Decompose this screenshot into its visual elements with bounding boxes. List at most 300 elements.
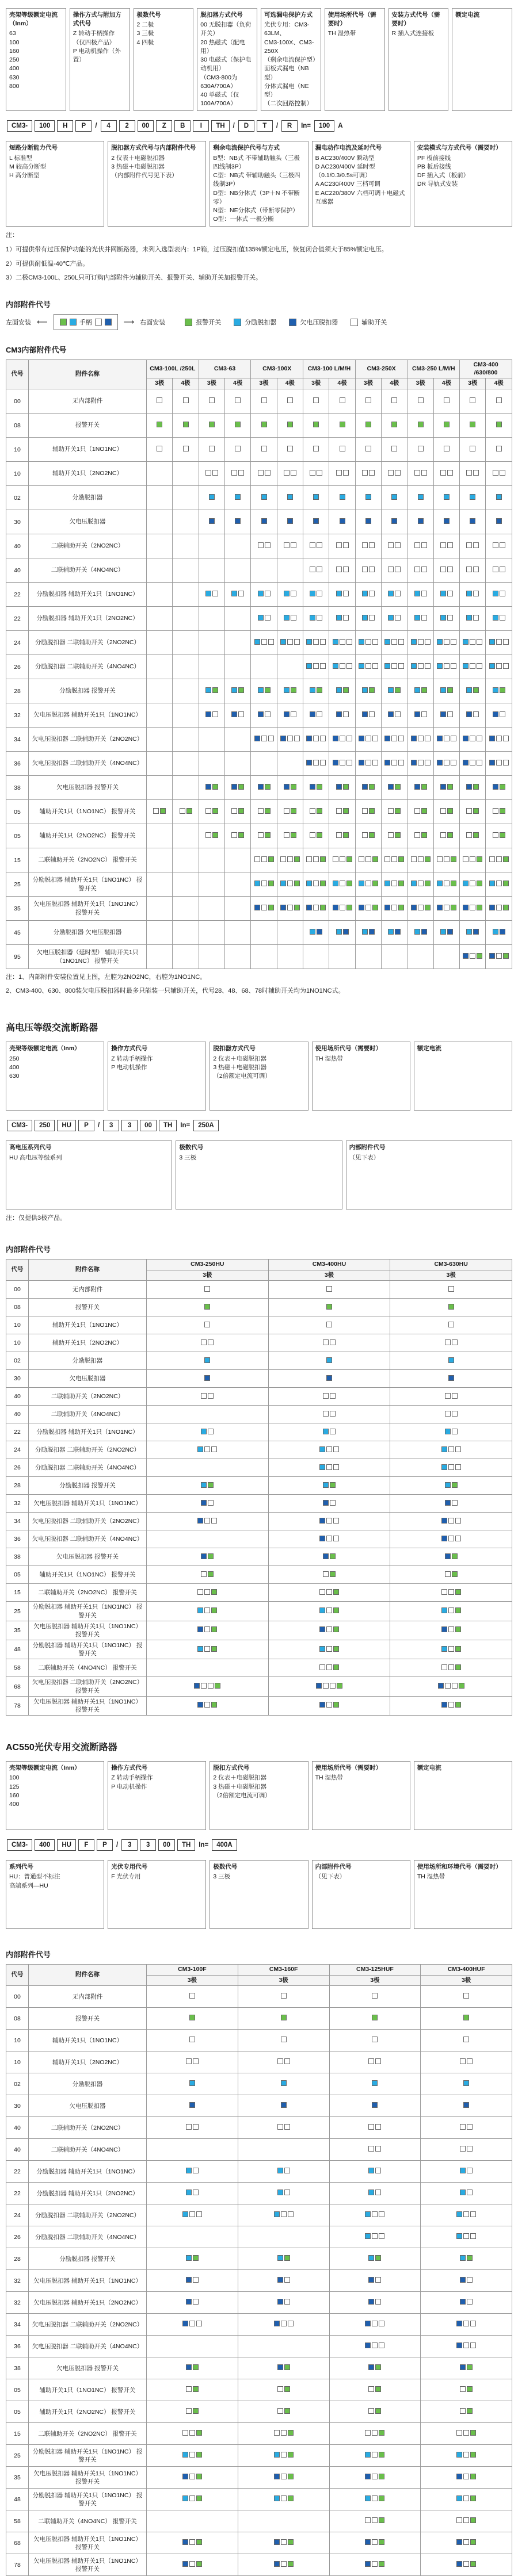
accessory-mark: [317, 687, 322, 693]
accessory-mark: [375, 2168, 381, 2173]
accessory-mark: [365, 760, 371, 765]
accessory-marks: [463, 2037, 469, 2042]
accessory-marks: [261, 446, 267, 451]
accessory-marks: [493, 784, 505, 790]
spec-box-line: Z 转动手柄操作: [111, 1774, 153, 1782]
availability-cell: [421, 1986, 512, 2008]
availability-cell: [355, 534, 381, 558]
availability-cell: [173, 897, 199, 921]
spec-box-line: 3 三极: [213, 1873, 231, 1881]
accessory-table-head: [6, 1965, 512, 1986]
accessory-name: 分励脱扣器 辅助开关1只（1NO1NC） 报警开关: [29, 2489, 147, 2510]
spec-box-line: 2 仪表＋电磁脱扣器: [213, 1774, 267, 1782]
availability-cell: [268, 1406, 390, 1423]
spec-box-line: 160: [9, 47, 20, 55]
accessory-mark: [208, 1571, 214, 1577]
availability-cell: [407, 462, 433, 486]
model-code-cell: P: [78, 1120, 94, 1131]
accessory-mark: [196, 2474, 202, 2479]
accessory-mark: [493, 542, 498, 548]
availability-cell: [147, 2314, 238, 2336]
availability-cell: [238, 2183, 329, 2204]
accessory-mark: [258, 591, 264, 596]
accessory-mark: [395, 687, 401, 693]
availability-cell: [147, 2423, 238, 2445]
availability-cell: [303, 607, 329, 631]
accessory-mark: [197, 1518, 203, 1524]
accessory-mark: [456, 2539, 462, 2545]
accessory-mark: [418, 736, 424, 741]
model-suffix-part: 250A: [193, 1120, 219, 1131]
accessory-mark: [205, 470, 211, 476]
accessory-mark: [375, 2255, 381, 2261]
availability-cell: [225, 486, 251, 510]
availability-cell: [303, 631, 329, 655]
accessory-marks: [319, 1518, 339, 1524]
accessory-mark: [343, 687, 349, 693]
accessory-mark: [448, 1589, 454, 1595]
availability-cell: [355, 414, 381, 438]
availability-cell: [433, 728, 459, 752]
model-code-cell: I: [193, 120, 209, 132]
accessory-mark: [467, 2168, 473, 2173]
spec-box-title: 额定电流: [417, 1045, 441, 1052]
accessory-marks: [306, 856, 326, 862]
accessory-marks: [319, 1664, 339, 1670]
accessory-mark: [208, 1482, 214, 1488]
availability-cell: [486, 558, 512, 583]
ordering-diagram-hv: [6, 1042, 512, 1224]
availability-cell: [390, 1513, 512, 1530]
accessory-mark: [440, 808, 446, 814]
availability-cell: [329, 2073, 421, 2095]
availability-cell: [355, 921, 381, 945]
hv-table-title: 内部附件代号: [6, 1245, 51, 1254]
model-code-row: [7, 1839, 512, 1851]
accessory-mark: [265, 542, 271, 548]
accessory-marks: [384, 736, 404, 741]
accessory-code: 10: [6, 2030, 29, 2051]
accessory-marks: [440, 687, 453, 693]
accessory-mark: [197, 1646, 203, 1652]
availability-cell: [460, 438, 486, 462]
accessory-mark: [473, 470, 479, 476]
accessory-marks: [284, 470, 296, 476]
availability-cell: [147, 1513, 269, 1530]
spec-box-line: PF 板前接线: [417, 154, 451, 162]
accessory-mark: [369, 591, 375, 596]
spec-box-title: 安装模式与方式代号（需要时）: [417, 144, 502, 152]
accessory-mark: [310, 591, 315, 596]
availability-cell: [277, 752, 303, 776]
name-column-header: 附件名称: [29, 1260, 147, 1281]
availability-cell: [433, 462, 459, 486]
accessory-marks: [277, 2277, 290, 2283]
accessory-mark: [317, 808, 322, 814]
accessory-mark: [336, 832, 342, 838]
accessory-marks: [456, 2474, 476, 2479]
shunt-release-slot-icon: [70, 319, 77, 326]
accessory-marks: [205, 591, 218, 596]
accessory-marks: [418, 422, 424, 427]
accessory-marks: [441, 1446, 461, 1452]
accessory-row: [6, 2139, 512, 2161]
accessory-name: 无内部附件: [29, 389, 147, 414]
accessory-mark: [493, 929, 498, 935]
accessory-mark: [326, 1518, 332, 1524]
availability-cell: [486, 607, 512, 631]
accessory-mark: [473, 615, 479, 621]
accessory-marks: [414, 567, 427, 572]
pv-section-title: AC550光伏专用交流断路器: [6, 1743, 117, 1753]
availability-cell: [147, 1388, 269, 1406]
availability-cell: [486, 800, 512, 824]
accessory-code: 28: [6, 1477, 29, 1495]
accessory-mark: [489, 639, 495, 645]
accessory-marks: [306, 760, 326, 765]
accessory-marks: [448, 1322, 454, 1327]
accessory-mark: [418, 663, 424, 669]
availability-cell: [147, 1281, 269, 1299]
legend-item-label: 分励脱扣器: [245, 319, 277, 327]
accessory-mark: [477, 881, 482, 886]
availability-cell: [225, 510, 251, 534]
accessory-mark: [284, 2058, 290, 2064]
availability-cell: [225, 438, 251, 462]
accessory-mark: [437, 760, 443, 765]
accessory-name: 辅助开关1只（1NO1NC） 报警开关: [29, 1566, 147, 1584]
availability-cell: [433, 752, 459, 776]
accessory-name: 分励脱扣器: [29, 486, 147, 510]
spec-box: [312, 141, 410, 227]
accessory-mark: [204, 1607, 210, 1613]
availability-cell: [268, 1477, 390, 1495]
accessory-name: 无内部附件: [29, 1986, 147, 2008]
accessory-marks: [470, 397, 475, 403]
availability-cell: [147, 945, 173, 969]
spec-box: [6, 8, 66, 111]
availability-cell: [433, 921, 459, 945]
availability-cell: [268, 1621, 390, 1640]
accessory-mark: [418, 905, 424, 910]
accessory-mark: [231, 711, 237, 717]
availability-cell: [251, 631, 277, 655]
availability-cell: [238, 2401, 329, 2423]
accessory-mark: [440, 711, 446, 717]
availability-cell: [382, 510, 407, 534]
availability-cell: [277, 534, 303, 558]
accessory-mark: [467, 2146, 473, 2152]
accessory-mark: [326, 1646, 332, 1652]
accessory-mark: [448, 1286, 454, 1292]
accessory-mark: [456, 2233, 462, 2239]
accessory-marks: [493, 591, 505, 596]
accessory-mark: [369, 567, 375, 572]
accessory-row: [6, 1423, 512, 1441]
accessory-name: 欠电压脱扣器 辅助开关1只（1NO1NC） 报警开关: [29, 2467, 147, 2489]
spec-box-title: 使用场所和环境代号（需要时）: [417, 1863, 502, 1871]
product-column-header: CM3-125HUF: [329, 1965, 421, 1976]
accessory-mark: [261, 881, 267, 886]
accessory-table-body: [6, 1281, 512, 1716]
availability-cell: [303, 776, 329, 800]
accessory-row: [6, 2117, 512, 2139]
availability-cell: [147, 1334, 269, 1352]
accessory-mark: [414, 542, 420, 548]
accessory-marks: [368, 2386, 381, 2392]
accessory-mark: [320, 760, 326, 765]
accessory-mark: [265, 808, 271, 814]
accessory-mark: [425, 856, 431, 862]
accessory-mark: [395, 711, 401, 717]
accessory-mark: [496, 856, 502, 862]
accessory-marks: [437, 663, 456, 669]
accessory-mark: [437, 663, 443, 669]
code-column-header: 代号: [6, 1965, 29, 1986]
accessory-mark: [460, 2255, 466, 2261]
availability-cell: [268, 1696, 390, 1715]
accessory-mark: [291, 470, 296, 476]
availability-cell: [433, 848, 459, 872]
accessory-marks: [391, 397, 397, 403]
accessory-marks: [333, 736, 352, 741]
availability-cell: [329, 631, 355, 655]
availability-cell: [407, 945, 433, 969]
accessory-mark: [395, 929, 401, 935]
accessory-marks: [336, 542, 349, 548]
spec-box-line: （2倍额定电流可调）: [213, 1073, 271, 1080]
availability-cell: [460, 679, 486, 703]
accessory-mark: [288, 2211, 294, 2217]
accessory-row: [6, 2489, 512, 2510]
accessory-mark: [333, 639, 338, 645]
accessory-mark: [444, 881, 450, 886]
accessory-mark: [477, 736, 482, 741]
accessory-marks: [316, 1683, 342, 1689]
accessory-marks: [460, 2277, 473, 2283]
spec-box: [312, 1042, 410, 1111]
accessory-marks: [186, 2168, 199, 2173]
accessory-mark: [261, 905, 267, 910]
accessory-mark: [333, 1464, 339, 1470]
availability-cell: [421, 2095, 512, 2117]
accessory-mark: [310, 567, 315, 572]
accessory-marks: [384, 760, 404, 765]
accessory-mark: [496, 881, 502, 886]
availability-cell: [147, 2183, 238, 2204]
legend-color-swatch: [351, 319, 358, 326]
availability-cell: [147, 2270, 238, 2292]
accessory-mark: [470, 2211, 476, 2217]
accessory-marks: [365, 2342, 384, 2348]
availability-cell: [225, 872, 251, 897]
accessory-marks: [365, 422, 371, 427]
availability-cell: [173, 945, 199, 969]
accessory-mark: [359, 639, 364, 645]
availability-cell: [433, 414, 459, 438]
accessory-name: 分励脱扣器 辅助开关1只（1NO1NC）: [29, 2161, 147, 2183]
accessory-mark: [284, 470, 290, 476]
availability-cell: [251, 703, 277, 728]
accessory-mark: [398, 760, 404, 765]
accessory-mark: [365, 736, 371, 741]
availability-cell: [303, 414, 329, 438]
availability-cell: [268, 1677, 390, 1696]
accessory-marks: [362, 832, 375, 838]
accessory-mark: [477, 953, 482, 959]
availability-cell: [382, 945, 407, 969]
legend-color-swatch: [289, 319, 296, 326]
spec-box-line: 800: [9, 82, 20, 90]
accessory-mark: [467, 2190, 473, 2195]
spec-box-line: 400: [9, 1800, 20, 1808]
accessory-row: [6, 848, 512, 872]
availability-cell: [382, 438, 407, 462]
availability-cell: [238, 2467, 329, 2489]
availability-cell: [329, 2423, 421, 2445]
availability-cell: [303, 438, 329, 462]
spec-box-title: 使用场所代号（需要时）: [327, 12, 376, 28]
accessory-marks: [182, 2452, 202, 2458]
availability-cell: [173, 389, 199, 414]
spec-box-line: 2 仪表＋电磁脱扣器: [111, 154, 165, 162]
accessory-mark: [313, 518, 319, 524]
poles-column-header: 4极: [382, 378, 407, 389]
accessory-mark: [477, 639, 482, 645]
accessory-mark: [193, 2408, 199, 2414]
accessory-mark: [470, 2474, 476, 2479]
availability-cell: [251, 776, 277, 800]
availability-cell: [460, 655, 486, 679]
availability-cell: [173, 703, 199, 728]
accessory-marks: [441, 1536, 461, 1541]
accessory-mark: [204, 1626, 210, 1632]
accessory-mark: [281, 2321, 287, 2326]
availability-cell: [329, 2467, 421, 2489]
accessory-marks: [189, 2037, 195, 2042]
accessory-mark: [414, 591, 420, 596]
availability-cell: [407, 583, 433, 607]
left-arrow-icon: ⟵: [37, 317, 48, 327]
model-suffix-part: In=: [180, 1122, 191, 1130]
accessory-mark: [201, 1393, 207, 1399]
spec-box-title: 剩余电流保护代号与方式: [213, 144, 280, 152]
accessory-mark: [189, 2080, 195, 2086]
accessory-mark: [463, 2517, 469, 2523]
availability-cell: [433, 945, 459, 969]
accessory-mark: [456, 2430, 462, 2436]
accessory-code: 48: [6, 1640, 29, 1659]
accessory-position-block: [6, 314, 512, 330]
accessory-marks: [460, 2146, 473, 2152]
accessory-code: 95: [6, 945, 29, 969]
accessory-mark: [211, 1589, 217, 1595]
availability-cell: [329, 897, 355, 921]
availability-cell: [486, 414, 512, 438]
accessory-marks: [209, 397, 215, 403]
accessory-name: 分励脱扣器 辅助开关1只（1NO1NC） 报警开关: [29, 2445, 147, 2467]
accessory-marks: [284, 808, 296, 814]
accessory-mark: [503, 856, 509, 862]
availability-cell: [277, 703, 303, 728]
accessory-mark: [388, 687, 394, 693]
availability-cell: [238, 2357, 329, 2379]
accessory-mark: [336, 591, 342, 596]
availability-cell: [329, 776, 355, 800]
accessory-marks: [362, 687, 375, 693]
accessory-mark: [365, 2495, 371, 2501]
accessory-mark: [189, 2211, 195, 2217]
spec-box-title: 额定电流: [417, 1764, 441, 1772]
accessory-name: 欠电压脱扣器: [29, 510, 147, 534]
accessory-mark: [470, 397, 475, 403]
accessory-marks: [277, 2386, 290, 2392]
accessory-mark: [183, 422, 189, 427]
accessory-mark: [493, 567, 498, 572]
legend-color-swatch: [185, 319, 192, 326]
accessory-mark: [455, 1536, 461, 1541]
accessory-mark: [362, 687, 368, 693]
undervoltage-release-slot-icon: [105, 319, 112, 326]
availability-cell: [147, 631, 173, 655]
accessory-mark: [268, 905, 274, 910]
availability-cell: [238, 2270, 329, 2292]
poles-column-header: 3极: [251, 378, 277, 389]
accessory-code: 40: [6, 2117, 29, 2139]
accessory-mark: [330, 1411, 336, 1417]
accessory-marks: [281, 2015, 287, 2020]
accessory-marks: [372, 2037, 378, 2042]
model-code-cell: 100: [35, 120, 55, 132]
accessory-mark: [466, 470, 472, 476]
availability-cell: [390, 1334, 512, 1352]
model-code-cell: /: [97, 1122, 100, 1130]
accessory-marks: [336, 591, 349, 596]
accessory-marks: [441, 1464, 461, 1470]
accessory-mark: [447, 542, 453, 548]
model-code-cell: P: [75, 120, 92, 132]
handle-label: 手柄: [79, 319, 92, 327]
accessory-code: 00: [6, 1986, 29, 2008]
accessory-mark: [467, 2299, 473, 2305]
availability-cell: [147, 389, 173, 414]
accessory-mark: [265, 687, 271, 693]
accessory-mark: [212, 687, 218, 693]
availability-cell: [421, 2117, 512, 2139]
accessory-mark: [196, 2561, 202, 2567]
availability-cell: [147, 824, 173, 848]
model-suffix-part: 400A: [212, 1839, 237, 1851]
accessory-mark: [317, 615, 322, 621]
spec-box-line: L 标准型: [9, 154, 32, 162]
spec-box-title: 额定电流: [455, 12, 480, 18]
accessory-marks: [388, 832, 401, 838]
availability-cell: [251, 534, 277, 558]
accessory-mark: [343, 615, 349, 621]
availability-cell: [421, 2248, 512, 2270]
availability-cell: [147, 2489, 238, 2510]
accessory-name: 欠电压脱扣器 二联辅助开关（2NO2NC） 报警开关: [29, 1677, 147, 1696]
accessory-mark: [463, 953, 469, 959]
availability-cell: [421, 2401, 512, 2423]
accessory-code: 10: [6, 1334, 29, 1352]
availability-cell: [238, 2292, 329, 2314]
accessory-mark: [182, 2539, 188, 2545]
availability-cell: [433, 510, 459, 534]
accessory-mark: [375, 2277, 381, 2283]
accessory-row: [6, 486, 512, 510]
accessory-mark: [326, 1536, 332, 1541]
